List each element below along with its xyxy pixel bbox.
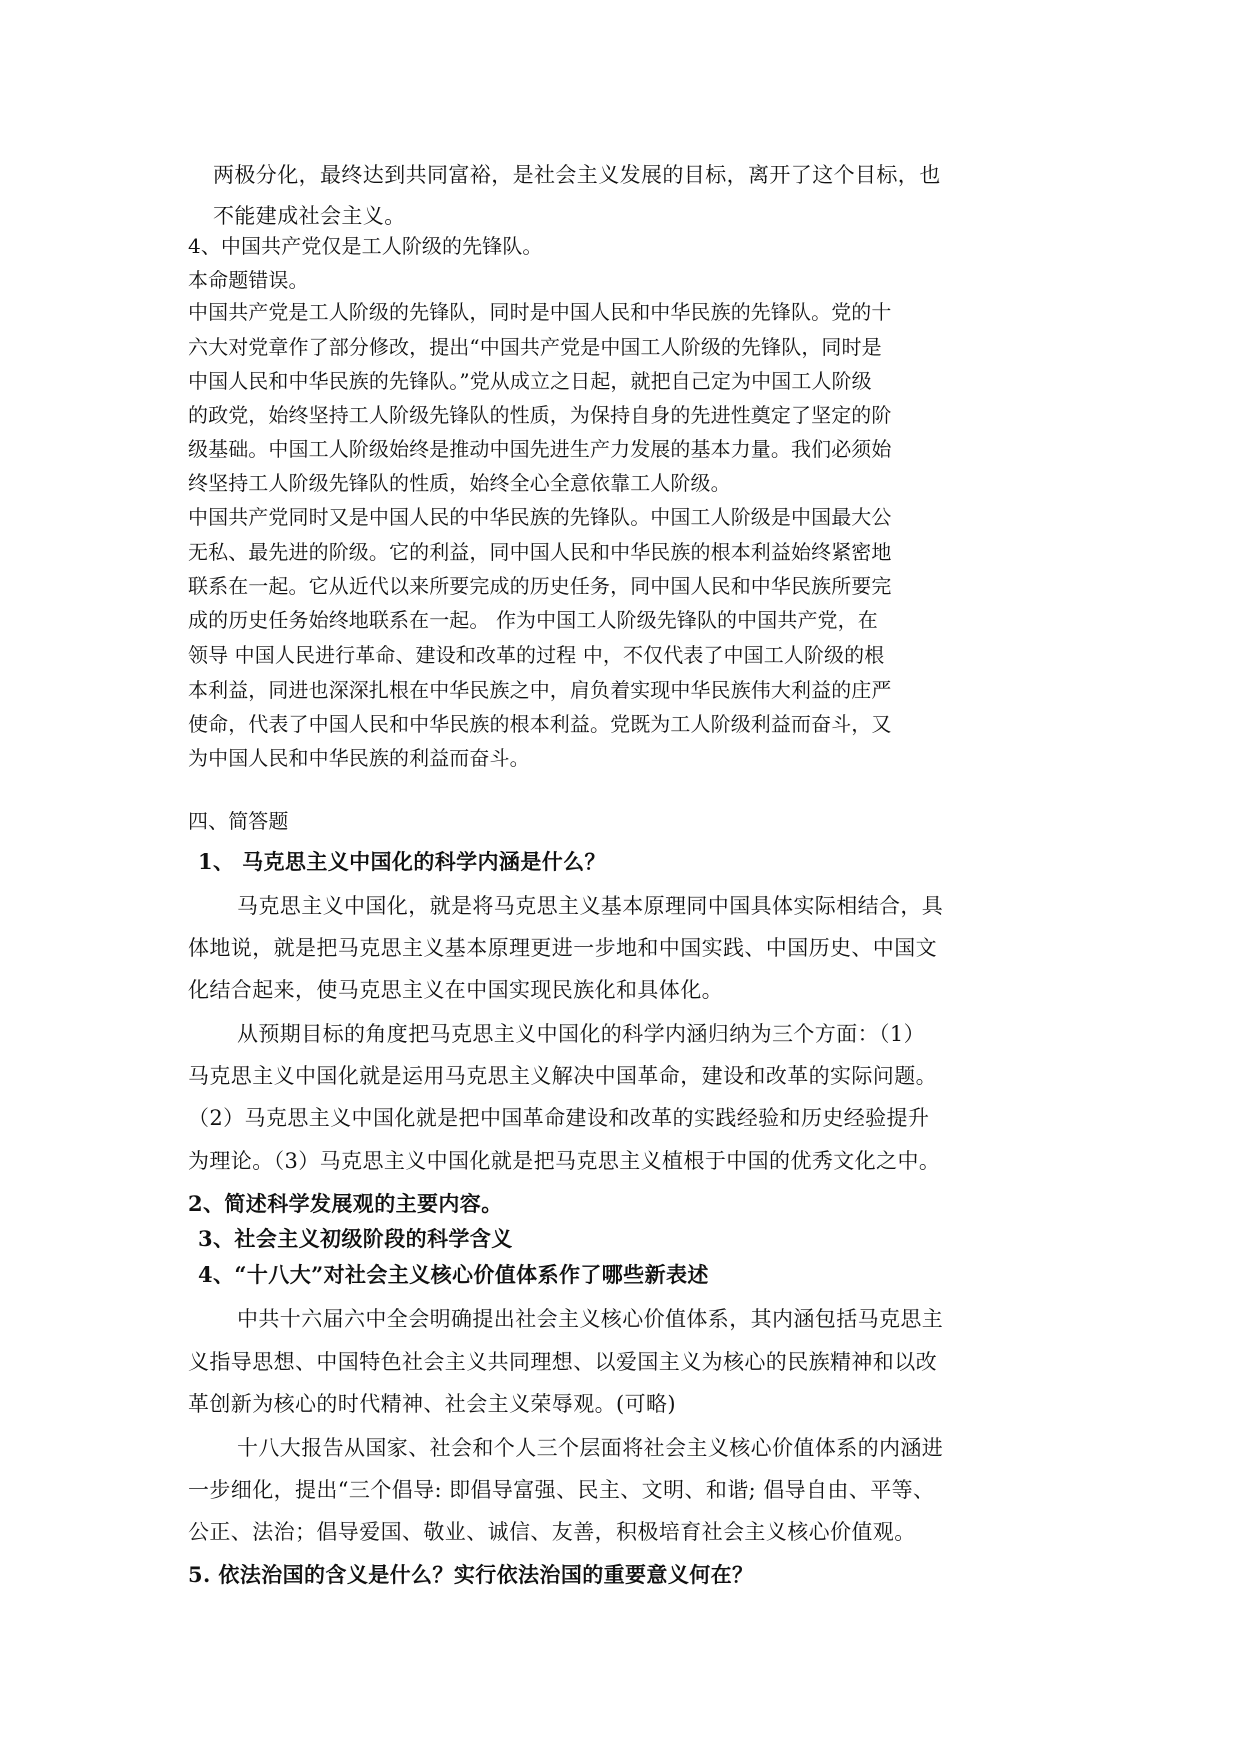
question-heading: 5. 依法治国的含义是什么？实行依法治国的重要意义何在？ [188,1562,754,1587]
text-line: 终坚持工人阶级先锋队的性质，始终全心全意依靠工人阶级。 [188,471,731,495]
text-line: 化结合起来，使马克思主义在中国实现民族化和具体化。 [188,978,723,1002]
text-line: 中共十六届六中全会明确提出社会主义核心价值体系，其内涵包括马克思主 [237,1307,944,1331]
text-line: 成的历史任务始终地联系在一起。 作为中国工人阶级先锋队的中国共产党，在 [188,608,878,632]
text-line: 义指导思想、中国特色社会主义共同理想、以爱国主义为核心的民族精神和以改 [188,1350,937,1374]
text-line: 的政党，始终坚持工人阶级先锋队的性质，为保持自身的先进性奠定了坚定的阶 [188,403,892,427]
text-line: 六大对党章作了部分修改，提出“中国共产党是中国工人阶级的先锋队，同时是 [188,335,882,359]
section-heading: 四、简答题 [188,809,289,833]
text-line: 中国共产党同时又是中国人民的中华民族的先锋队。中国工人阶级是中国最大公 [188,505,892,529]
text-line: 为中国人民和中华民族的利益而奋斗。 [188,746,530,770]
text-line: 使命，代表了中国人民和中华民族的根本利益。党既为工人阶级利益而奋斗，又 [188,712,892,736]
text-line: 4、中国共产党仅是工人阶级的先锋队。 [188,234,543,258]
question-heading: 3、社会主义初级阶段的科学含义 [198,1226,513,1251]
text-line: 一步细化，提出“三个倡导: 即倡导富强、民主、文明、和谐; 倡导自由、平等、 [188,1478,935,1502]
text-line: 联系在一起。它从近代以来所要完成的历史任务，同中国人民和中华民族所要完 [188,574,892,598]
question-heading: 4、“十八大”对社会主义核心价值体系作了哪些新表述 [198,1262,709,1287]
text-line: 本命题错误。 [188,268,309,292]
text-line: 马克思主义中国化，就是将马克思主义基本原理同中国具体实际相结合，具 [237,894,944,918]
text-line: 为理论。（3）马克思主义中国化就是把马克思主义植根于中国的优秀文化之中。 [188,1149,941,1173]
text-line: 本利益，同进也深深扎根在中华民族之中，肩负着实现中华民族伟大利益的庄严 [188,678,892,702]
text-line: 马克思主义中国化就是运用马克思主义解决中国革命，建设和改革的实际问题。 [188,1064,937,1088]
text-line: 革创新为核心的时代精神、社会主义荣辱观。(可略) [188,1392,676,1416]
text-line: 公正、法治；倡导爱国、敬业、诚信、友善，积极培育社会主义核心价值观。 [188,1520,916,1544]
text-line: 十八大报告从国家、社会和个人三个层面将社会主义核心价值体系的内涵进 [237,1436,944,1460]
question-heading: 1、 马克思主义中国化的科学内涵是什么？ [198,849,606,874]
text-line: 无私、最先进的阶级。它的利益，同中国人民和中华民族的根本利益始终紧密地 [188,540,892,564]
text-line: 中国共产党是工人阶级的先锋队，同时是中国人民和中华民族的先锋队。党的十 [188,300,892,324]
question-heading: 2、简述科学发展观的主要内容。 [188,1191,503,1216]
text-line: 不能建成社会主义。 [213,204,406,228]
text-line: （2）马克思主义中国化就是把中国革命建设和改革的实践经验和历史经验提升 [188,1106,930,1130]
text-line: 级基础。中国工人阶级始终是推动中国先进生产力发展的基本力量。我们必须始 [188,437,892,461]
text-line: 中国人民和中华民族的先锋队。”党从成立之日起，就把自己定为中国工人阶级 [188,369,872,393]
text-line: 两极分化，最终达到共同富裕，是社会主义发展的目标，离开了这个目标，也 [213,163,941,187]
text-line: 体地说，就是把马克思主义基本原理更进一步地和中国实践、中国历史、中国文 [188,936,937,960]
text-line: 从预期目标的角度把马克思主义中国化的科学内涵归纳为三个方面：（1） [237,1022,926,1046]
text-line: 领导 中国人民进行革命、建设和改革的过程 中，不仅代表了中国工人阶级的根 [188,643,885,667]
